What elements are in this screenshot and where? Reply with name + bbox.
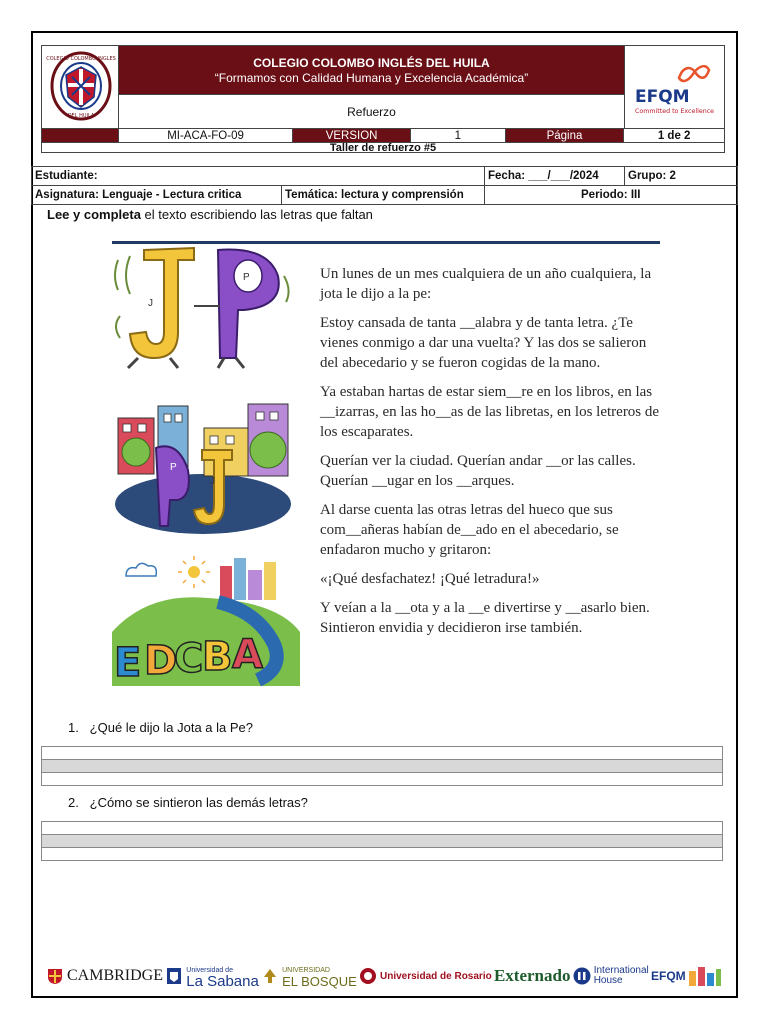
letter-c-bottom: C xyxy=(174,636,204,682)
crest-text-top: COLEGIO COLOMBO INGLES xyxy=(46,56,116,62)
letter-b-bottom: B xyxy=(202,634,233,680)
answer-lines-1[interactable] xyxy=(41,746,723,786)
letter-d-bottom: D xyxy=(144,638,178,684)
period-field: Periodo: III xyxy=(485,186,738,205)
question-2: 2. ¿Cómo se sintieron las demás letras? xyxy=(68,795,308,810)
crest-text-bottom: DEL HUILA xyxy=(67,113,95,119)
story-paragraph-5: Al darse cuenta las otras letras del hueco que sus com__añeras habían de__ado en el abecedario, se enfadaron mucho y gritaron: xyxy=(320,502,619,558)
group-field: Grupo: 2 xyxy=(625,167,738,186)
bosque-logo xyxy=(261,965,357,987)
rosario-logo xyxy=(359,967,492,985)
version-value: 1 xyxy=(411,129,506,142)
instruction xyxy=(47,207,373,222)
colorful-brand-icon xyxy=(688,965,722,987)
control-row-blank xyxy=(42,129,119,142)
version-label: VERSION xyxy=(293,129,411,142)
externado-logo xyxy=(494,966,571,986)
partner-logos-footer xyxy=(46,962,722,990)
rosario-seal-icon xyxy=(359,967,377,985)
page-number-total: 2 xyxy=(684,129,691,142)
letter-j-middle: J xyxy=(210,476,215,487)
story-paragraph-3: Ya estaban hartas de estar siem__re en los libros, en las __izarras, en las ho__as de las libretas, en los letreros de los escaparates. xyxy=(320,384,660,440)
sabana-text-group xyxy=(186,965,259,990)
date-field[interactable]: Fecha: ___/___/2024 xyxy=(485,167,625,186)
letter-a-bottom: A xyxy=(232,632,263,678)
sabana-shield-icon xyxy=(165,967,183,985)
sabana-text: La Sabana xyxy=(186,973,259,990)
international-house-icon xyxy=(573,967,591,985)
answer-line xyxy=(42,773,722,786)
school-name: COLEGIO COLOMBO INGLÉS DEL HUILA xyxy=(253,56,490,70)
answer-line xyxy=(42,835,722,848)
letter-j-top: J xyxy=(148,298,153,309)
ih-line-1: International xyxy=(593,965,649,976)
document-code: MI-ACA-FO-09 xyxy=(119,129,293,142)
workshop-title: Taller de refuerzo #5 xyxy=(42,142,724,154)
student-info-table xyxy=(31,166,738,205)
color-brand-logo xyxy=(688,965,722,987)
rosario-text: Universidad de Rosario xyxy=(380,970,492,982)
title-band xyxy=(119,46,624,94)
sabana-logo xyxy=(165,965,259,990)
answer-line xyxy=(42,760,722,773)
international-house-logo xyxy=(573,966,649,986)
efqm-footer-text: EFQM xyxy=(651,969,686,983)
instruction-bold: Lee y completa xyxy=(47,207,141,222)
efqm-logo-icon xyxy=(633,58,719,118)
question-1: 1. ¿Qué le dijo la Jota a la Pe? xyxy=(68,720,253,735)
city-illustration xyxy=(108,400,298,538)
story-top-rule xyxy=(112,241,660,244)
school-motto: “Formamos con Calidad Humana y Excelencia Académica” xyxy=(214,71,529,85)
cambridge-shield-icon xyxy=(46,967,64,985)
document-type: Refuerzo xyxy=(119,94,624,128)
cambridge-logo xyxy=(46,967,163,985)
control-row xyxy=(42,128,724,142)
subject-field: Asignatura: Lenguaje - Lectura critica xyxy=(32,186,282,205)
efqm-footer-logo xyxy=(651,969,686,983)
bosque-tree-icon xyxy=(261,967,279,985)
instruction-rest: el texto escribiendo las letras que faltan xyxy=(140,207,373,222)
alphabet-letters-illustration xyxy=(108,552,304,686)
page-number-current: 1 de xyxy=(657,129,685,142)
bosque-text: EL BOSQUE xyxy=(282,974,357,989)
jota-pe-walking-illustration xyxy=(108,246,298,372)
answer-lines-2[interactable] xyxy=(41,821,723,861)
efqm-tagline: Committed to Excellence xyxy=(635,108,715,115)
externado-text: Externado xyxy=(493,966,571,985)
student-field[interactable]: Estudiante: xyxy=(32,167,485,186)
ih-line-2: House xyxy=(593,975,623,986)
page-label: Página xyxy=(506,129,625,142)
letter-p-top: P xyxy=(243,272,250,283)
ih-text-group xyxy=(594,966,649,986)
bosque-small: UNIVERSIDAD xyxy=(282,967,330,974)
answer-line xyxy=(42,747,722,760)
document-header xyxy=(41,45,725,153)
efqm-logo-cell xyxy=(624,46,724,128)
story-paragraph-4: Querían ver la ciudad. Querían andar __or las calles. Querían __ugar en los __arques. xyxy=(320,453,636,489)
story-paragraph-1: Un lunes de un mes cualquiera de un año cualquiera, la jota le dijo a la pe: xyxy=(320,266,652,302)
story-paragraph-6: «¡Qué desfachatez! ¡Qué letradura!» xyxy=(320,571,540,587)
story-text xyxy=(320,264,665,647)
story-paragraph-2: Estoy cansada de tanta __alabra y de tanta letra. ¿Te vienes conmigo a dar una vuelta? Y las dos se salieron del abecedario y se fueron cogidas de la mano. xyxy=(320,315,647,371)
sabana-small: Universidad de xyxy=(186,967,233,974)
answer-line xyxy=(42,822,722,835)
story-paragraph-7: Y veían a la __ota y a la __e divertirse y __asarlo bien. Sintieron envidia y decidieron irse también. xyxy=(320,600,650,636)
page-number xyxy=(624,129,724,142)
school-logo-cell xyxy=(42,46,119,128)
theme-field: Temática: lectura y comprensión xyxy=(282,186,485,205)
letter-e-bottom: E xyxy=(114,640,142,686)
cambridge-text: CAMBRIDGE xyxy=(67,967,164,984)
letter-p-middle: P xyxy=(170,462,177,473)
bosque-text-group xyxy=(282,965,357,987)
answer-line xyxy=(42,848,722,861)
school-crest-icon xyxy=(46,51,116,121)
efqm-word: EFQM xyxy=(635,87,690,107)
